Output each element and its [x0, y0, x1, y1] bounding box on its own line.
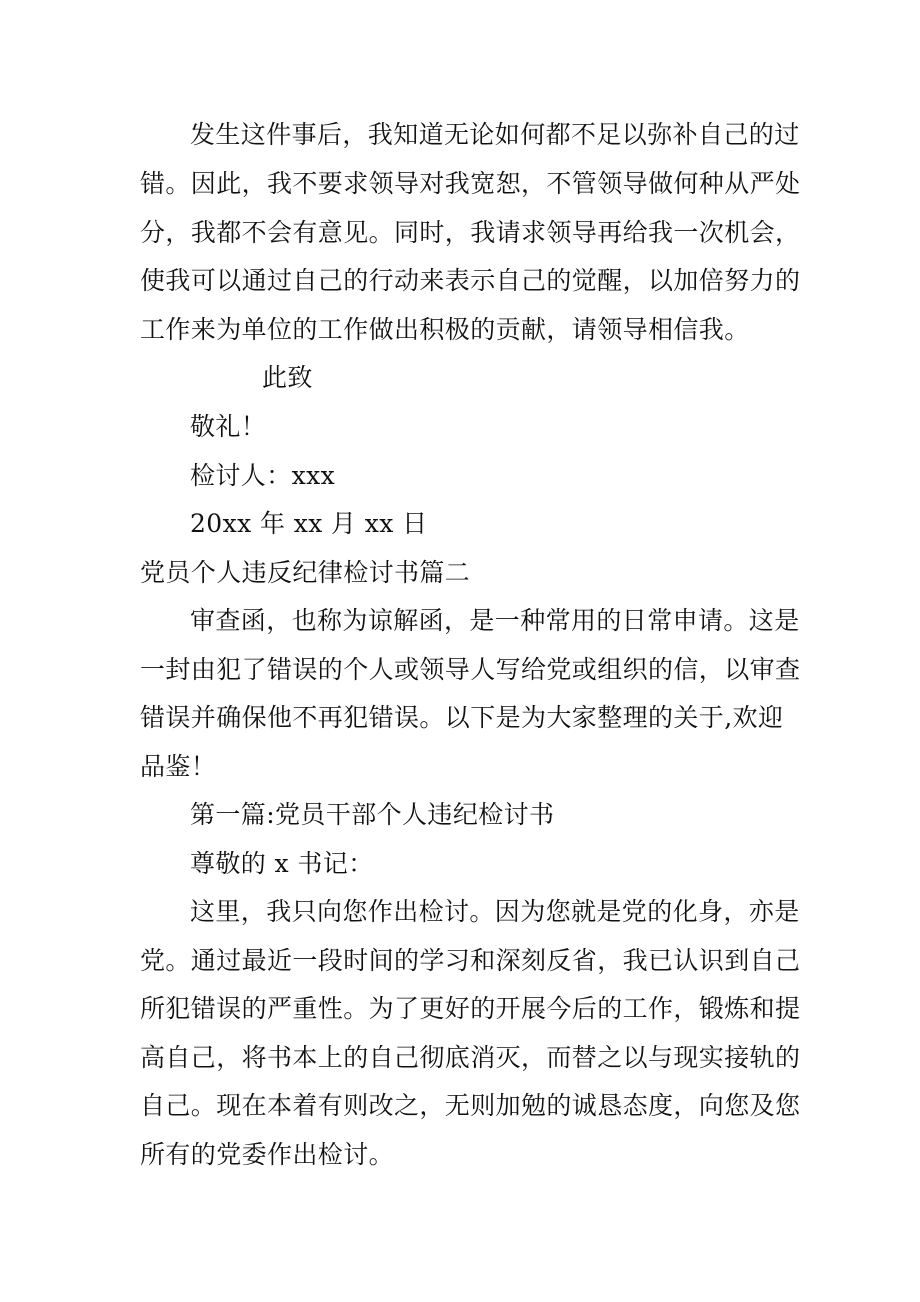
paragraph-3-line-6: 所有的党委作出检讨。 [140, 1140, 395, 1169]
letter-salutation: 尊敬的 x 书记： [190, 849, 374, 878]
closing-salutation: 此致 [262, 363, 313, 392]
paragraph-1-line-5: 工作来为单位的工作做出积极的贡献，请领导相信我。 [140, 315, 750, 344]
paragraph-2-line-1: 审查函，也称为谅解函，是一种常用的日常申请。这是 [190, 606, 800, 635]
article-heading: 第一篇:党员干部个人违纪检讨书 [190, 800, 555, 829]
paragraph-3-line-4: 高自己，将书本上的自己彻底消灭，而替之以与现实接轨的 [140, 1043, 801, 1072]
paragraph-3-line-3: 所犯错误的严重性。为了更好的开展今后的工作，锻炼和提 [140, 994, 801, 1023]
paragraph-3-line-2: 党。通过最近一段时间的学习和深刻反省，我已认识到自己 [140, 946, 801, 975]
paragraph-2-line-4: 品鉴！ [140, 752, 217, 781]
paragraph-3-line-1: 这里，我只向您作出检讨。因为您就是党的化身，亦是 [190, 897, 800, 926]
date-line: 20xx 年 xx 月 xx 日 [190, 509, 428, 538]
paragraph-1-line-3: 分，我都不会有意见。同时，我请求领导再给我一次机会， [140, 218, 801, 247]
closing-regards: 敬礼！ [190, 412, 267, 441]
paragraph-1-line-4: 使我可以通过自己的行动来表示自己的觉醒，以加倍努力的 [140, 266, 801, 295]
paragraph-1-line-2: 错。因此，我不要求领导对我宽恕，不管领导做何种从严处 [140, 169, 801, 198]
signature-line: 检讨人：xxx [190, 461, 336, 490]
paragraph-1-line-1: 发生这件事后，我知道无论如何都不足以弥补自己的过 [190, 120, 800, 149]
paragraph-2-line-2: 一封由犯了错误的个人或领导人写给党或组织的信，以审查 [140, 655, 801, 684]
paragraph-3-line-5: 自己。现在本着有则改之，无则加勉的诚恳态度，向您及您 [140, 1091, 801, 1120]
section-title: 党员个人违反纪律检讨书篇二 [140, 558, 471, 587]
paragraph-2-line-3: 错误并确保他不再犯错误。以下是为大家整理的关于,欢迎 [140, 703, 784, 732]
